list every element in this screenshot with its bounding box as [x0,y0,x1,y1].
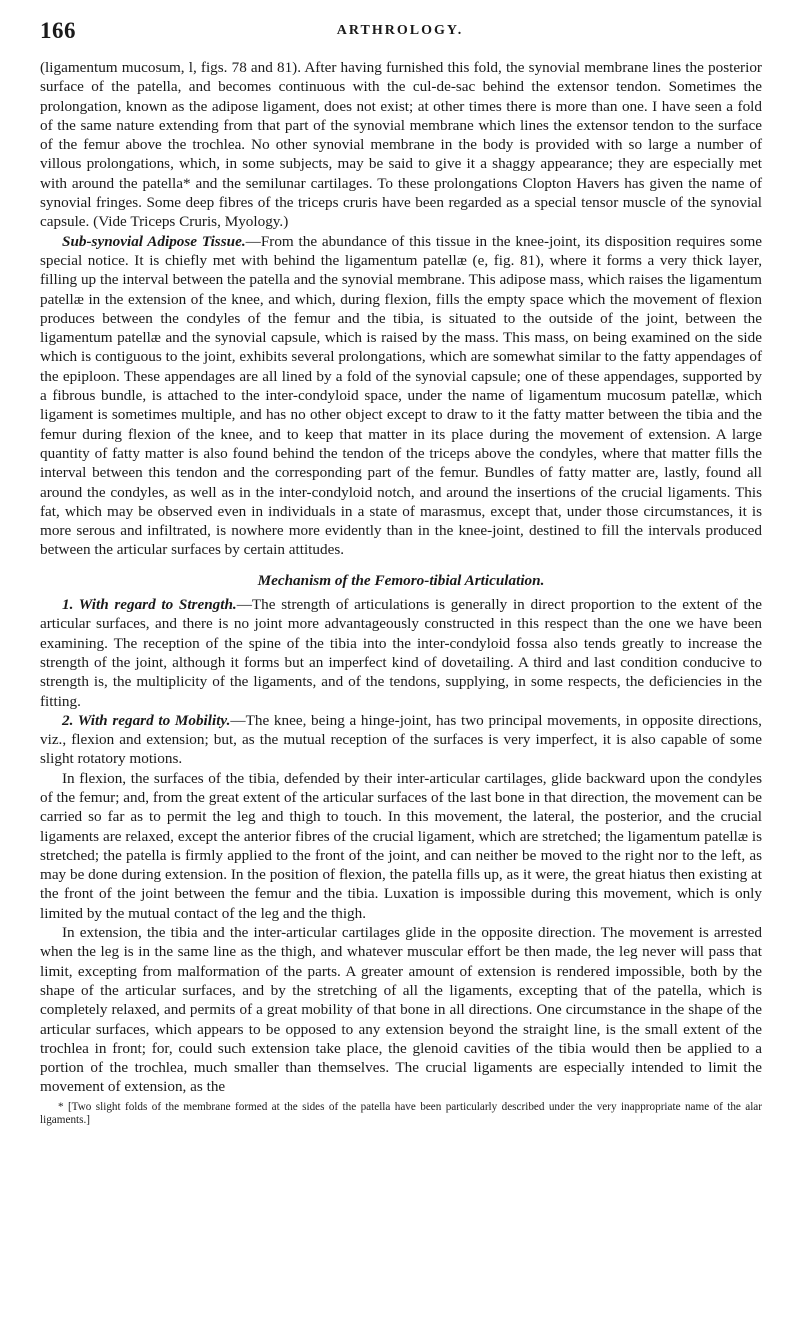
paragraph-adipose-tissue [40,232,762,560]
paragraph-extension [40,923,762,1097]
paragraph-text: —From the abundance of this tissue in the knee-joint, its disposition requires some special notice. It is chiefly met with behind the ligamentum patellæ (e, fig. 81), where it forms a very thick layer, filling up the interval between the patella and the synovial membrane. This adipose mass, which raises the ligamentum patellæ in the extension of the knee, and which, during flexion, fills the empty space which the movement of flexion produces between the condyles of the femur and the tibia, is situated to the outside of the joint, between the ligamentum patellæ and the synovial capsule, which is raised by the mass. This mass, on being examined on the side which is contiguous to the joint, exhibits several prolongations, which are somewhat similar to the fatty appendages of the epiploon. These appendages are all lined by a fold of the synovial capsule; one of these appendages, supported by a fibrous bundle, is attached to the inter-condyloid space, under the name of ligamentum mucosum patellæ, which ligament is sometimes multiple, and has no other object except to draw to it the fatty matter between the tibia and the femur during flexion of the knee, and to keep that matter in its place during the movement of extension. A large quantity of fatty matter is also found behind the tendon of the triceps above the condyles, where that matter fills the interval between this tendon and the corresponding part of the femur. Bundles of fatty matter are, lastly, found all around the condyles, as well as in the inter-condyloid notch, and around the insertions of the crucial ligaments. This fat, which may be observed even in individuals in a state of marasmus, except that, under those circumstances, it is more serous and infiltrated, is nowhere more evidently than in the knee-joint, destined to fill the intervals produced between the articular surfaces by certain attitudes. [40,232,762,559]
paragraph-text: —The strength of articulations is generally in direct proportion to the extent of the articular surfaces, and there is no joint more advantageously constructed in this respect than the one we have been examining. The reception of the spine of the tibia into the inter-condyloid fossa also tends greatly to increase the strength of the joint, although it forms but an imperfect kind of dovetailing. A third and last condition conducive to strength is, the multiplicity of the ligaments, and of the tendons, supplying, in some respects, the deficiencies in the fitting. [40,596,763,710]
paragraph-mobility [40,711,762,769]
paragraph-text: —The knee, being a hinge-joint, has two principal movements, in opposite directions, viz., flexion and extension; but, as the mutual reception of the surfaces is very imperfect, it is also capable of some slight rotatory motions. [40,711,762,768]
paragraph-flexion [40,769,762,923]
paragraph-lead: 1. With regard to Strength. [62,596,237,614]
body-text [40,58,762,1128]
section-title: Mechanism of the Femoro-tibial Articulation. [257,571,545,589]
page-header [40,18,760,48]
paragraph-text: (ligamentum mucosum, l, figs. 78 and 81). After having furnished this fold, the synovial membrane lines the posterior surface of the patella, and becomes continuous with the cul-de-sac behind the extensor tendon. Sometimes the prolongation, known as the adipose ligament, does not exist; at other times there is more than one. I have seen a fold of the same nature extending from that part of the synovial membrane which lines the extensor tendon to the surface of the femur above the trochlea. No other synovial membrane in the body is provided with so large a number of villous prolongations, which, in some subjects, may be said to give it a shaggy appearance; they are especially met with around the patella* and the semilunar cartilages. To these prolongations Clopton Havers has given the name of synovial fringes. Some deep fibres of the triceps cruris have been regarded as a special tensor muscle of the synovial capsule. (Vide Triceps Cruris, Myology.) [40,59,762,231]
footnote: * [Two slight folds of the membrane formed at the sides of the patella have been particularly described under the very inappropriate name of the alar ligaments.] [40,1100,762,1127]
paragraph-lead: Sub-synovial Adipose Tissue. [62,232,246,250]
paragraph-text: In extension, the tibia and the inter-articular cartilages glide in the opposite direction. The movement is arrested when the leg is in the same line as the thigh, and whatever muscular effort be then made, the leg never will pass that limit, excepting from malformation of the parts. A greater amount of extension is rendered impossible, both by the shape of the articular surfaces, and by the stretching of all the ligaments, excepting that of the patella, which is completely relaxed, and permits of a great mobility of that bone in all directions. One circumstance in the shape of the articular surfaces, which appears to be opposed to any extension beyond the straight line, is the small extent of the trochlea in front; for, could such extension take place, the glenoid cavities of the tibia would then be applied to a portion of the trochlea, much smaller than themselves. The crucial ligaments are especially intended to limit the movement of extension, as the [40,924,762,1096]
page-number: 166 [40,18,76,43]
running-title: ARTHROLOGY. [336,23,464,38]
paragraph-lead: 2. With regard to Mobility. [62,711,231,729]
paragraph-synovial-membrane [40,58,762,232]
paragraph-strength [40,595,762,711]
paragraph-text: In flexion, the surfaces of the tibia, defended by their inter-articular cartilages, glide backward upon the condyles of the femur; and, from the great extent of the articular surfaces of the last bone in that direction, the movement can be carried so far as to permit the leg and thigh to touch. In this movement, the lateral, the posterior, and the crucial ligaments are relaxed, except the anterior fibres of the crucial ligament, which are stretched; the ligamentum patellæ is stretched; the patella is firmly applied to the front of the joint, and can neither be moved to the right nor to the left, as may be done during extension. In the position of flexion, the patella fills up, as it were, the great hiatus then existing at the front of the joint between the femur and the tibia. Luxation is impossible during this movement, which is only limited by the mutual contact of the leg and the thigh. [40,769,762,922]
